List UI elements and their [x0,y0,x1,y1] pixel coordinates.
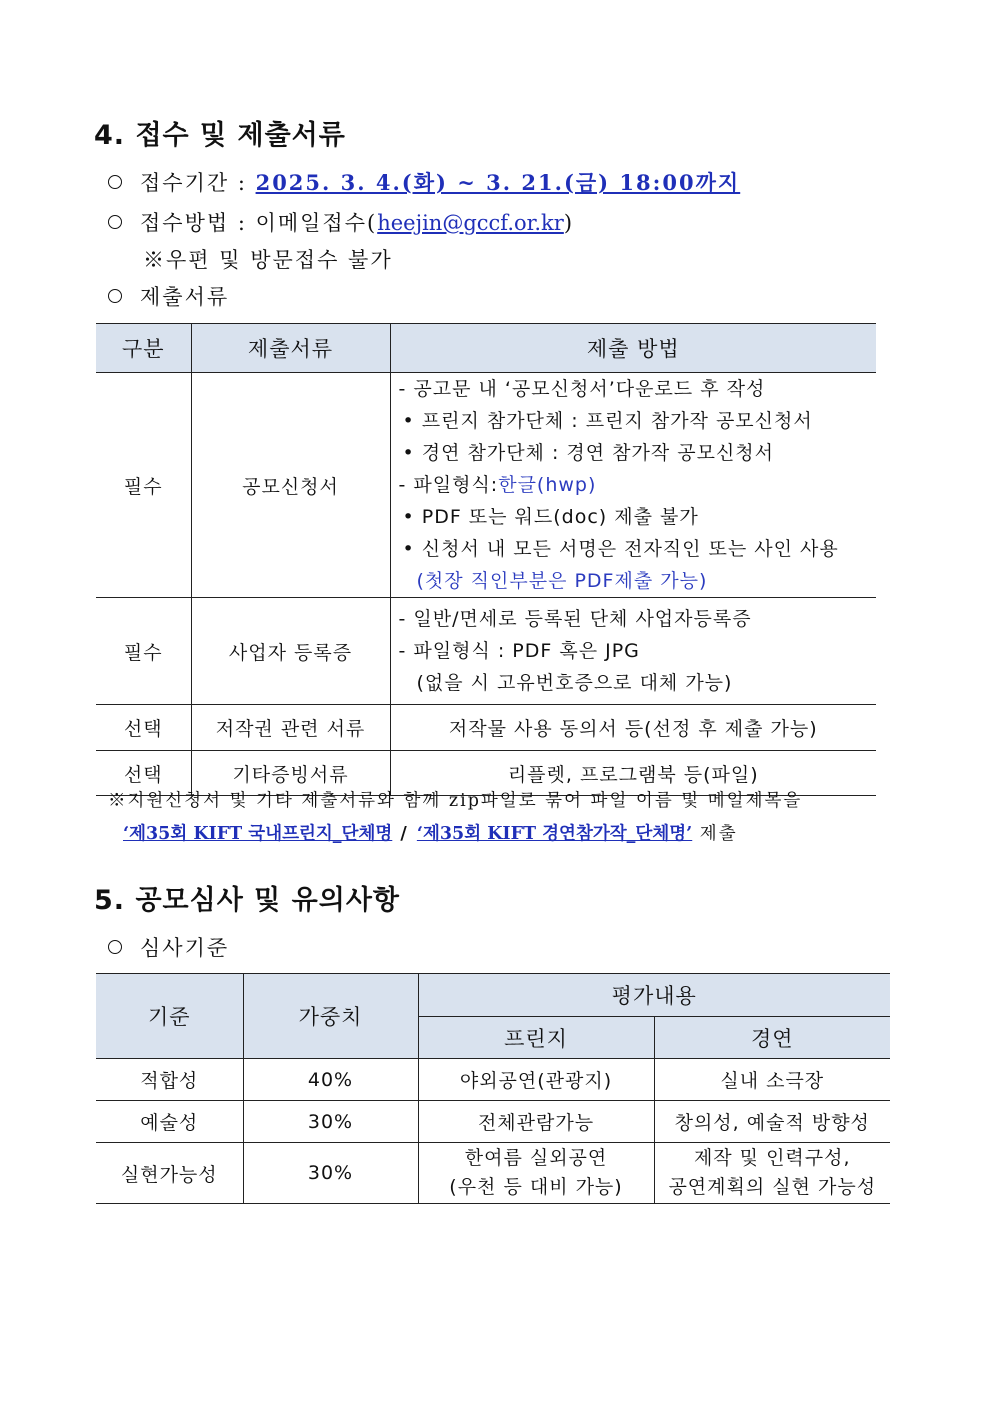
row-doc: 기타증빙서류 [191,751,390,796]
docs-line [108,281,229,311]
file-format-value: 한글(hwp) [498,474,597,496]
criteria-contest [654,1143,890,1204]
filename-separator: / [392,824,417,844]
table-row [96,1143,890,1204]
submission-docs-table [96,323,876,796]
row-method [390,373,876,598]
section-5-title: 5. 공모심사 및 유의사항 [94,885,400,916]
criteria-contest: 창의성, 예술적 방향성 [654,1101,890,1143]
header-method: 제출 방법 [390,324,876,373]
criteria-name: 실현가능성 [96,1143,243,1204]
header-contest: 경연 [654,1017,890,1059]
method-line: • 프린지 참가단체 : 프린지 참가작 공모신청서 [402,410,813,432]
header-criteria: 기준 [96,974,243,1059]
section-4-title: 4. 접수 및 제출서류 [94,120,346,151]
criteria-name: 적합성 [96,1059,243,1101]
header-weight: 가중치 [243,974,418,1059]
row-doc: 저작권 관련 서류 [191,705,390,751]
row-type: 필수 [96,598,191,705]
contest-filename: ‘제35회 KIFT 경연참가작_단체명’ [416,824,693,844]
row-type: 필수 [96,373,191,598]
table-row [96,1101,890,1143]
header-fringe: 프린지 [418,1017,654,1059]
criteria-fringe: 전체관람가능 [418,1101,654,1143]
circle-bullet-icon [108,289,122,303]
criteria-weight: 30% [243,1143,418,1204]
circle-bullet-icon [108,175,122,189]
submission-note-names [123,820,738,845]
criteria-fringe [418,1143,654,1204]
criteria-label: 심사기준 [140,936,230,960]
criteria-contest: 실내 소극장 [654,1059,890,1101]
method-note: ※우편 및 방문접수 불가 [143,248,393,272]
period-line [108,167,740,197]
row-doc: 공모신청서 [191,373,390,598]
docs-label: 제출서류 [140,285,230,309]
submission-note: ※지원신청서 및 기타 제출서류와 함께 zip파일로 묶어 파일 이름 및 메일제목을 [108,791,803,811]
criteria-weight: 30% [243,1101,418,1143]
table-row [96,373,876,598]
criteria-line [108,932,229,962]
method-close: ) [563,211,575,235]
file-format-label: - 파일형식: [398,474,499,496]
cell-line: 한여름 실외공연 [464,1147,608,1169]
table-header-row [96,324,876,373]
table-row [96,705,876,751]
header-type: 구분 [96,324,191,373]
table-row [96,1059,890,1101]
row-method: 리플렛, 프로그램북 등(파일) [390,751,876,796]
row-doc: 사업자 등록증 [191,598,390,705]
row-type: 선택 [96,705,191,751]
cell-line: (우천 등 대비 가능) [449,1176,623,1198]
method-line [108,207,574,237]
row-type: 선택 [96,751,191,796]
cell-line: 제작 및 인력구성, [693,1147,851,1169]
method-line: • PDF 또는 워드(doc) 제출 불가 [402,506,699,528]
header-doc: 제출서류 [191,324,390,373]
method-label: 접수방법 : 이메일접수( [140,211,378,235]
header-content: 평가내용 [418,974,890,1017]
period-label: 접수기간 : [140,171,256,195]
method-line: - 파일형식 : PDF 혹은 JPG [398,640,640,662]
method-line: (없을 시 고유번호증으로 대체 가능) [416,672,733,694]
method-line: (첫장 직인부분은 PDF제출 가능) [416,570,708,592]
period-value: 2025. 3. 4.(화) ~ 3. 21.(금) 18:00까지 [255,170,741,195]
evaluation-criteria-table [96,973,890,1204]
circle-bullet-icon [108,215,122,229]
email-link[interactable]: heejin@gccf.or.kr [377,211,564,235]
method-line: • 신청서 내 모든 서명은 전자직인 또는 사인 사용 [402,538,839,560]
fringe-filename: ‘제35회 KIFT 국내프린지_단체명 [123,824,393,844]
table-row [96,598,876,705]
method-line: - 공고문 내 ‘공모신청서’다운로드 후 작성 [398,378,766,400]
row-method [390,598,876,705]
method-line: - 일반/면세로 등록된 단체 사업자등록증 [398,608,752,630]
cell-line: 공연계획의 실현 가능성 [668,1176,877,1198]
criteria-weight: 40% [243,1059,418,1101]
method-line [399,469,871,501]
row-method: 저작물 사용 동의서 등(선정 후 제출 가능) [390,705,876,751]
method-line: • 경연 참가단체 : 경연 참가작 공모신청서 [402,442,775,464]
criteria-fringe: 야외공연(관광지) [418,1059,654,1101]
note-tail: 제출 [692,824,738,844]
circle-bullet-icon [108,940,122,954]
criteria-name: 예술성 [96,1101,243,1143]
